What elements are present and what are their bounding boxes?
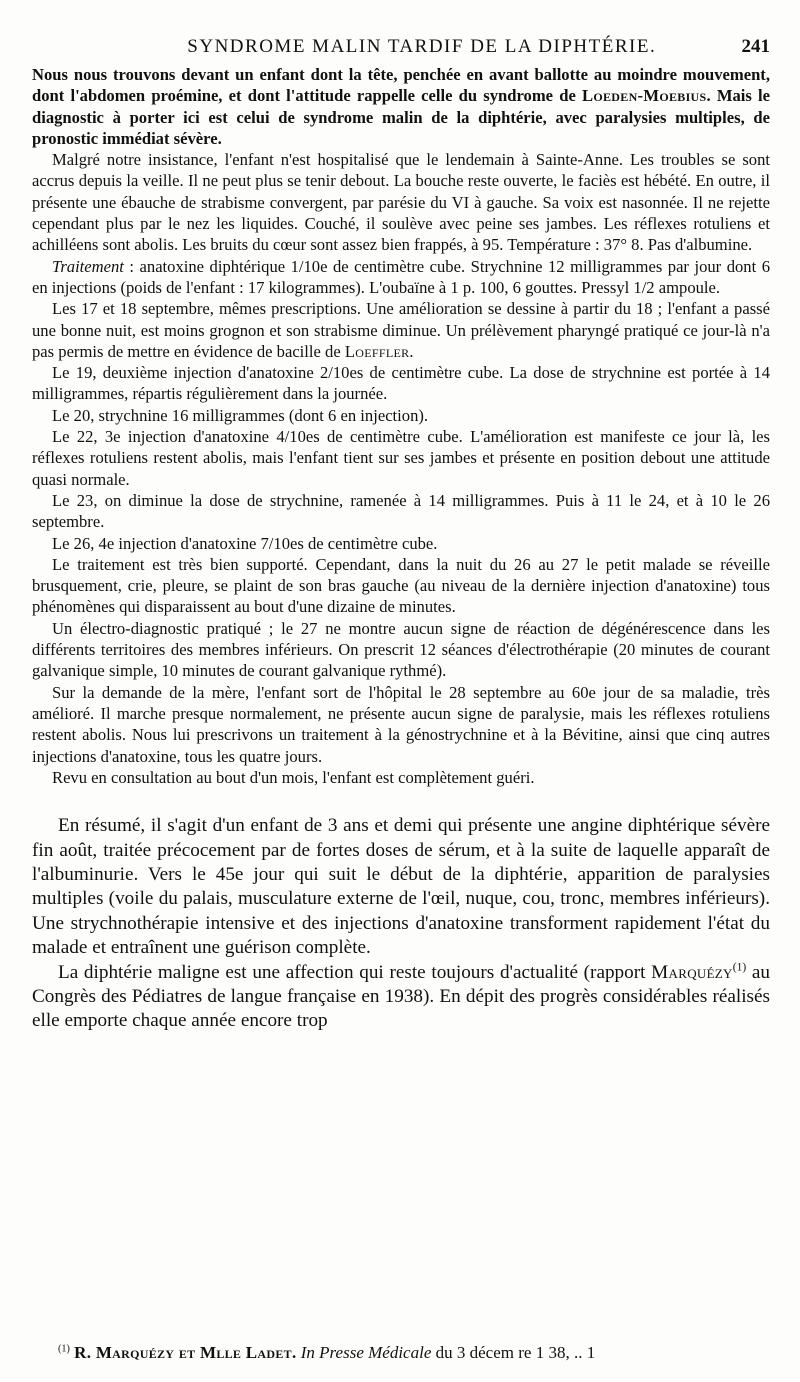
author-name: Loeffler — [344, 341, 410, 361]
case-paragraph-3: Traitement : anatoxine diphtérique 1/10e de centimètre cube. Strychnine 12 milligrammes par jour dont 6 en injections (poids de l'enfant : 17 kilogrammes). L'oubaïne à 1 p. 100, 6 gouttes. Pressyl 1/2 ampoule. — [32, 256, 770, 297]
case-paragraph-1: Nous nous trouvons devant un enfant dont la tête, penchée en avant ballotte au moindre mouvement, dont l'abdomen proémine, et dont l'attitude rappelle celle du syndrome de Loeden-Moebius. Mais le diagnostic à porter ici est celui de syndrome malin de la diphtérie, avec paralysies multiples, de pronostic immédiat sévère. — [32, 65, 770, 148]
case-paragraph-4: Les 17 et 18 septembre, mêmes prescriptions. Une amélioration se dessine à partir du 18 ; l'enfant a passé une bonne nuit, est moins grognon et son strabisme diminue. Un prélèvement pharyngé pratiqué ce jour-là n'a pas permis de mettre en évidence de bacille de Loeffler. — [32, 299, 770, 361]
case-report — [32, 64, 770, 788]
case-paragraph-11: Un électro-diagnostic pratiqué ; le 27 ne montre aucun signe de réaction de dégénérescence dans les différents territoires des membres inférieurs. On prescrit 12 séances d'électrothérapie (20 minutes de courant galvanique simple, 10 minutes de courant galvanique rythmé). — [32, 618, 770, 681]
summary-paragraph-1: En résumé, il s'agit d'un enfant de 3 ans et demi qui présente une angine diphtérique sévère fin août, traitée précocement par de fortes doses de sérum, et à la suite de laquelle apparaît de l'albuminurie. Vers le 45e jour qui suit le début de la diphtérie, apparition de paralysies multiples (voile du palais, musculature externe de l'œil, nuque, cou, tronc, membres inférieurs). Une strychnothérapie intensive et des injections d'anatoxine transforment rapidement l'état du malade et entraînent une guérison complète. — [32, 815, 770, 959]
case-paragraph-7: Le 22, 3e injection d'anatoxine 4/10es de centimètre cube. L'amélioration est manifeste ce jour là, les réflexes rotuliens restent abolis, mais l'enfant tient sur ses jambes et présente en position debout une attitude quasi normale. — [32, 427, 770, 489]
case-paragraph-13: Revu en consultation au bout d'un mois, l'enfant est complètement guéri. — [52, 767, 535, 787]
summary-section — [32, 814, 770, 1034]
footnote-date: du 3 décem re 1 38, .. 1 — [431, 1343, 596, 1362]
page-number: 241 — [741, 36, 770, 57]
footnote-journal: In Presse Médicale — [300, 1343, 432, 1362]
case-paragraph-6: Le 20, strychnine 16 milligrammes (dont 6 en injection). — [52, 405, 429, 425]
case-paragraph-5: Le 19, deuxième injection d'anatoxine 2/10es de centimètre cube. La dose de strychnine est portée à 14 milligrammes, répartis régulièrement dans la journée. — [32, 363, 770, 404]
author-name: Loeden-Moebius — [582, 86, 707, 106]
case-paragraph-8: Le 23, on diminue la dose de strychnine, ramenée à 14 milligrammes. Puis à 11 le 24, et à 10 le 26 septembre. — [32, 490, 770, 532]
author-name: Marquézy — [651, 961, 733, 983]
footnote-ref: (1) — [732, 961, 747, 974]
case-paragraph-10: Le traitement est très bien supporté. Cependant, dans la nuit du 26 au 27 le petit malade se réveille brusquement, crie, pleure, se plaint de son bras gauche (au niveau de la dernière injection d'anatoxine) tous phénomènes qui disparaissent au bout d'une dizaine de minutes. — [32, 554, 770, 617]
footnote — [58, 1342, 740, 1364]
treatment-label: Traitement — [52, 256, 124, 276]
case-paragraph-2: Malgré notre insistance, l'enfant n'est hospitalisé que le lendemain à Sainte-Anne. Les troubles se sont accrus depuis la veille. Il ne peut plus se tenir debout. La bouche reste ouverte, le faciès est hébété. En outre, il présente une ébauche de strabisme convergent, par parésie du VI à gauche. Sa voix est nasonnée. Il ne rejette cependant plus par le nez les liquides. Couché, il soulève avec peine ses jambes. Les réflexes rotuliens et achilléens sont abolis. Les bruits du cœur sont assez bien frappés, à 95. Température : 37° 8. Pas d'albumine. — [32, 150, 770, 255]
running-head — [32, 36, 770, 58]
summary-paragraph-2: La diphtérie maligne est une affection qui reste toujours d'actualité (rapport Marquézy$^{(1)}$ au Congrès des Pédiatres de langue française en 1938). En dépit des progrès considérables réalisés elle emporte chaque année encore trop — [32, 961, 770, 1032]
case-paragraph-9: Le 26, 4e injection d'anatoxine 7/10es de centimètre cube. — [52, 533, 438, 553]
case-paragraph-12: Sur la demande de la mère, l'enfant sort de l'hôpital le 28 septembre au 60e jour de sa maladie, très amélioré. Il marche presque normalement, ne présente aucun signe de paralysie, mais les réflexes rotuliens restent abolis. Nous lui prescrivons un traitement à la génostrychnine et à la Bévitine, ainsi que cinq autres injections d'anatoxine, tous les quatre jours. — [32, 682, 770, 766]
footnote-authors: R. Marquézy et Mlle Ladet. — [74, 1343, 297, 1362]
footnote-marker: (1) — [58, 1343, 70, 1355]
running-title: SYNDROME MALIN TARDIF DE LA DIPHTÉRIE. — [187, 36, 657, 57]
